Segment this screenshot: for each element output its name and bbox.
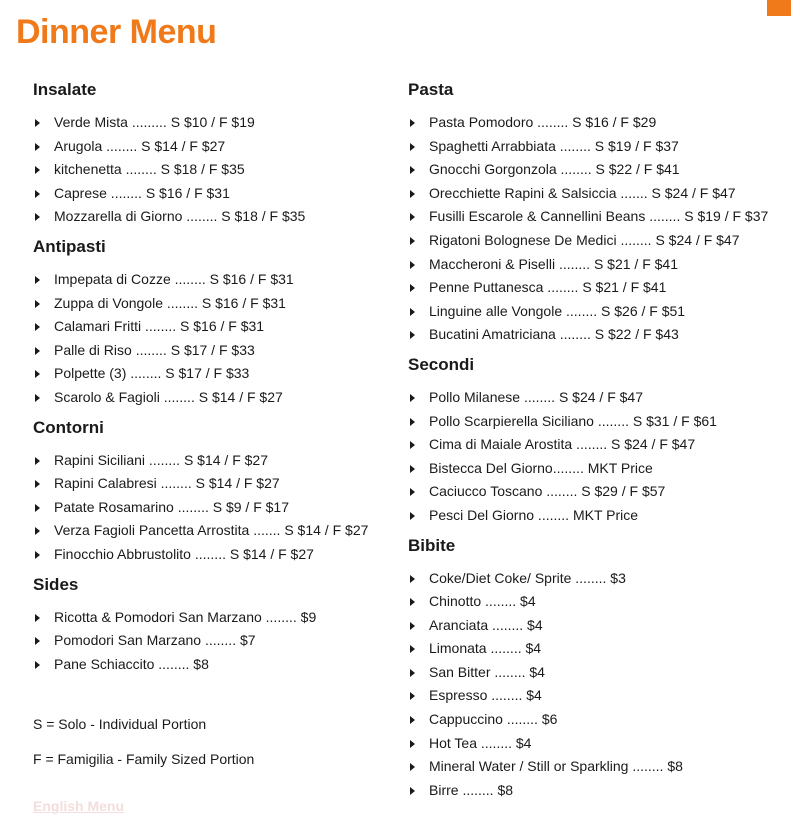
bullet-arrow-icon: [410, 575, 415, 583]
menu-item-list: [33, 606, 393, 677]
bullet-arrow-icon: [35, 276, 40, 284]
menu-item-text: Impepata di Cozze ........ S $16 / F $31: [54, 270, 294, 287]
section-title: Pasta: [408, 80, 454, 99]
menu-item: [33, 158, 393, 182]
bullet-arrow-icon: [410, 284, 415, 292]
menu-section-bibite: [408, 535, 800, 803]
bullet-arrow-icon: [35, 370, 40, 378]
menu-item-text: Pasta Pomodoro ........ S $16 / F $29: [429, 114, 657, 130]
menu-item-text: kitchenetta ........ S $18 / F $35: [54, 161, 245, 178]
menu-item: [408, 590, 800, 614]
legend-solo: S = Solo - Individual Portion: [33, 716, 207, 732]
menu-item-text: Pomodori San Marzano ........ $7: [54, 632, 256, 649]
menu-item-text: Linguine alle Vongole ........ S $26 / F $51: [429, 302, 686, 319]
menu-item-text: Espresso ........ $4: [429, 687, 542, 704]
menu-item-text: Spaghetti Arrabbiata ........ S $19 / F $37: [429, 137, 679, 154]
menu-item: [33, 629, 393, 653]
bullet-arrow-icon: [410, 512, 415, 520]
menu-item: [408, 276, 800, 300]
bullet-arrow-icon: [410, 331, 415, 339]
bullet-arrow-icon: [35, 166, 40, 174]
section-title: Bibite: [408, 535, 456, 555]
menu-item: [33, 449, 393, 473]
bullet-arrow-icon: [410, 645, 415, 653]
menu-item-text: Calamari Fritti ........ S $16 / F $31: [54, 318, 265, 335]
menu-section-insalate: [33, 79, 393, 229]
section-title: Secondi: [408, 354, 475, 374]
menu-item: [408, 637, 800, 661]
menu-item: [408, 661, 800, 685]
bullet-arrow-icon: [35, 504, 40, 512]
menu-item: [408, 410, 800, 434]
menu-item-text: Mozzarella di Giorno ........ S $18 / F $35: [54, 208, 306, 225]
menu-item: [33, 606, 393, 630]
menu-item: [33, 339, 393, 363]
menu-item-text: San Bitter ........ $4: [429, 663, 545, 680]
menu-item-text: Gnocchi Gorgonzola ........ S $22 / F $41: [429, 161, 680, 178]
menu-item-text: Aranciata ........ $4: [429, 616, 543, 633]
bullet-arrow-icon: [410, 669, 415, 677]
bullet-arrow-icon: [35, 661, 40, 669]
menu-item: [408, 708, 800, 732]
menu-item: [33, 182, 393, 206]
menu-item: [408, 504, 800, 528]
bullet-arrow-icon: [410, 394, 415, 402]
menu-section-secondi: [408, 354, 800, 528]
menu-item-list: [33, 268, 393, 410]
menu-item: [33, 519, 393, 543]
bullet-arrow-icon: [35, 347, 40, 355]
menu-item-text: Polpette (3) ........ S $17 / F $33: [54, 365, 250, 382]
menu-item-text: Pesci Del Giorno ........ MKT Price: [429, 506, 639, 523]
bullet-arrow-icon: [410, 488, 415, 496]
bullet-arrow-icon: [35, 457, 40, 465]
page-title: Dinner Menu: [16, 13, 217, 51]
english-menu-link[interactable]: English Menu: [33, 798, 124, 814]
menu-item-text: Finocchio Abbrustolito ........ S $14 / F $27: [54, 545, 314, 562]
menu-item: [408, 779, 800, 803]
bullet-arrow-icon: [410, 763, 415, 771]
left-menu-column: [33, 79, 393, 683]
menu-item: [408, 158, 800, 182]
bullet-arrow-icon: [410, 308, 415, 316]
bullet-arrow-icon: [410, 418, 415, 426]
menu-item-text: Bistecca Del Giorno........ MKT Price: [429, 459, 653, 476]
bullet-arrow-icon: [35, 480, 40, 488]
menu-item: [408, 567, 800, 591]
bullet-arrow-icon: [410, 143, 415, 151]
menu-section-antipasti: [33, 236, 393, 410]
menu-item-text: Limonata ........ $4: [429, 640, 542, 657]
corner-accent: [767, 0, 791, 16]
menu-item-text: Maccheroni & Piselli ........ S $21 / F $41: [429, 255, 678, 272]
bullet-arrow-icon: [35, 119, 40, 127]
menu-item-list: [408, 111, 800, 347]
bullet-arrow-icon: [410, 716, 415, 724]
menu-item: [33, 135, 393, 159]
menu-item-text: Fusilli Escarole & Cannellini Beans ........ S $19 / F $37: [429, 208, 769, 225]
bullet-arrow-icon: [410, 465, 415, 473]
menu-item-text: Mineral Water / Still or Sparkling ........ $8: [429, 758, 683, 775]
menu-item: [408, 135, 800, 159]
section-title: Antipasti: [33, 236, 106, 256]
bullet-arrow-icon: [410, 166, 415, 174]
menu-item-text: Coke/Diet Coke/ Sprite ........ $3: [429, 569, 626, 586]
section-title: Insalate: [33, 80, 97, 99]
menu-item-text: Scarolo & Fagioli ........ S $14 / F $27: [54, 388, 283, 405]
menu-item-text: Pane Schiaccito ........ $8: [54, 655, 209, 672]
menu-item-text: Ricotta & Pomodori San Marzano ........ $9: [54, 608, 317, 625]
bullet-arrow-icon: [410, 622, 415, 630]
legend-family: F = Famigilia - Family Sized Portion: [33, 751, 255, 767]
bullet-arrow-icon: [35, 300, 40, 308]
bullet-arrow-icon: [410, 190, 415, 198]
menu-section-contorni: [33, 417, 393, 567]
menu-item: [408, 684, 800, 708]
menu-item-list: [408, 386, 800, 528]
menu-item-text: Rigatoni Bolognese De Medici ........ S $24 / F $47: [429, 231, 740, 248]
menu-item-text: Caciucco Toscano ........ S $29 / F $57: [429, 483, 666, 500]
menu-item-text: Verde Mista ......... S $10 / F $19: [54, 114, 255, 130]
menu-item-list: [33, 449, 393, 567]
menu-item: [33, 268, 393, 292]
bullet-arrow-icon: [410, 740, 415, 748]
menu-item-text: Rapini Siciliani ........ S $14 / F $27: [54, 451, 268, 468]
menu-item-text: Penne Puttanesca ........ S $21 / F $41: [429, 279, 667, 296]
menu-section-pasta: [408, 79, 800, 347]
bullet-arrow-icon: [35, 394, 40, 402]
menu-item: [408, 111, 800, 135]
bullet-arrow-icon: [410, 692, 415, 700]
menu-item: [33, 315, 393, 339]
bullet-arrow-icon: [410, 598, 415, 606]
menu-item-text: Zuppa di Vongole ........ S $16 / F $31: [54, 294, 286, 311]
menu-item-text: Pollo Milanese ........ S $24 / F $47: [429, 388, 643, 405]
menu-item-text: Cappuccino ........ $6: [429, 711, 558, 728]
menu-item-text: Caprese ........ S $16 / F $31: [54, 184, 230, 201]
bullet-arrow-icon: [410, 441, 415, 449]
menu-item-list: [408, 567, 800, 803]
bullet-arrow-icon: [35, 637, 40, 645]
bullet-arrow-icon: [35, 551, 40, 559]
bullet-arrow-icon: [410, 213, 415, 221]
menu-item: [408, 457, 800, 481]
menu-item: [33, 496, 393, 520]
menu-item-text: Birre ........ $8: [429, 781, 514, 798]
right-menu-column: [408, 79, 800, 809]
bullet-arrow-icon: [35, 190, 40, 198]
bullet-arrow-icon: [35, 213, 40, 221]
menu-item: [408, 229, 800, 253]
menu-item-text: Cima di Maiale Arostita ........ S $24 / F $47: [429, 436, 696, 453]
menu-item: [408, 433, 800, 457]
menu-item: [408, 386, 800, 410]
menu-item: [33, 205, 393, 229]
bullet-arrow-icon: [35, 323, 40, 331]
menu-item: [408, 300, 800, 324]
bullet-arrow-icon: [35, 614, 40, 622]
section-title: Contorni: [33, 417, 104, 437]
menu-item-text: Palle di Riso ........ S $17 / F $33: [54, 341, 255, 358]
menu-item-text: Orecchiette Rapini & Salsiccia ....... S $24 / F $47: [429, 184, 736, 201]
menu-item: [33, 472, 393, 496]
menu-item: [33, 111, 393, 135]
menu-item: [408, 205, 800, 229]
menu-item: [408, 182, 800, 206]
menu-item-list: [33, 111, 393, 229]
menu-item: [408, 480, 800, 504]
bullet-arrow-icon: [410, 787, 415, 795]
menu-item-text: Rapini Calabresi ........ S $14 / F $27: [54, 475, 280, 492]
menu-item: [408, 732, 800, 756]
bullet-arrow-icon: [35, 143, 40, 151]
menu-item-text: Pollo Scarpierella Siciliano ........ S $31 / F $61: [429, 412, 717, 429]
menu-item: [408, 755, 800, 779]
menu-item: [33, 362, 393, 386]
menu-section-sides: [33, 574, 393, 677]
menu-item-text: Bucatini Amatriciana ........ S $22 / F $43: [429, 326, 679, 343]
section-title: Sides: [33, 574, 79, 594]
bullet-arrow-icon: [410, 119, 415, 127]
menu-item-text: Verza Fagioli Pancetta Arrostita ....... S $14 / F $27: [54, 522, 369, 539]
bullet-arrow-icon: [410, 237, 415, 245]
menu-item: [33, 653, 393, 677]
menu-item-text: Chinotto ........ $4: [429, 593, 536, 610]
menu-item-text: Hot Tea ........ $4: [429, 734, 532, 751]
menu-item-text: Arugola ........ S $14 / F $27: [54, 137, 226, 154]
menu-item: [408, 323, 800, 347]
bullet-arrow-icon: [410, 261, 415, 269]
menu-item: [33, 292, 393, 316]
menu-item: [408, 614, 800, 638]
menu-item: [33, 543, 393, 567]
menu-item-text: Patate Rosamarino ........ S $9 / F $17: [54, 498, 290, 515]
menu-item: [408, 253, 800, 277]
bullet-arrow-icon: [35, 527, 40, 535]
menu-item: [33, 386, 393, 410]
